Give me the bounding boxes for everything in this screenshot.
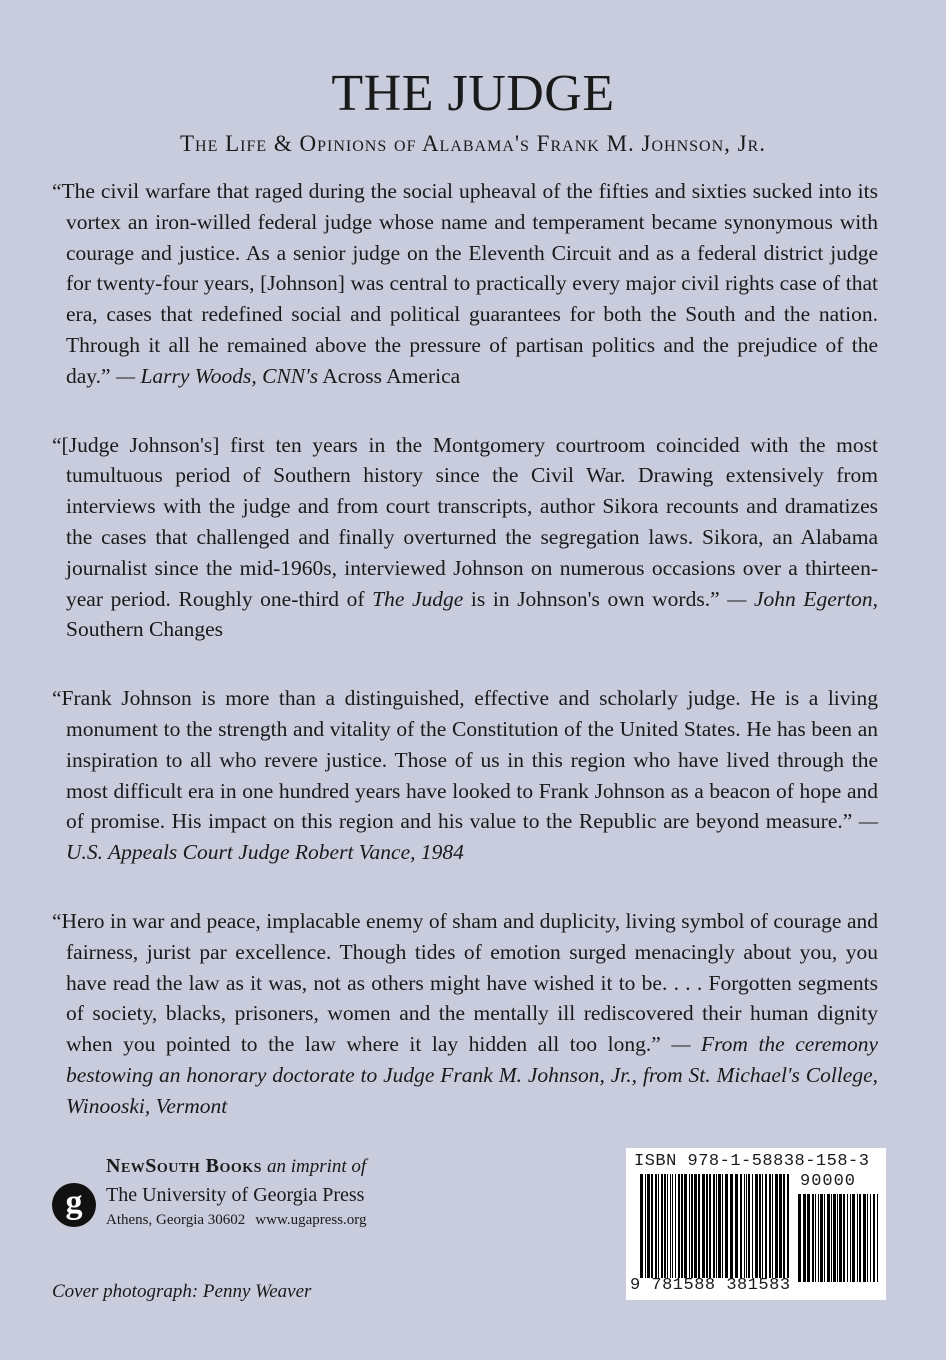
barcode-box: [626, 1148, 886, 1300]
barcode-bar: [831, 1194, 832, 1282]
ean-number: 9 781588 381583: [630, 1276, 791, 1295]
barcode-bar: [672, 1174, 673, 1278]
barcode-bar: [815, 1194, 816, 1282]
barcode-bar: [752, 1174, 753, 1278]
barcode-bar: [877, 1194, 878, 1282]
barcode-main-bars: [640, 1174, 790, 1278]
barcode-bar: [870, 1194, 871, 1282]
blurb-text: “Hero in war and peace, implacable enemy of sham and duplicity, living symbol of courage and fairness, jurist par excellence. Though tides of emotion surged menacingly about you, you have read the law as it was, not as others might have wished it to be. . . . Forgotten segments of society, blacks, prisoners, women and the mentally ill rediscovered their human dignity when you pointed to the law where it lay hidden all too long.”: [52, 908, 878, 1057]
barcode-bar: [645, 1174, 646, 1278]
blurb-egerton: [52, 430, 878, 646]
barcode-bar: [765, 1174, 767, 1278]
barcode-bar: [689, 1174, 690, 1278]
barcode-bar: [744, 1174, 745, 1278]
barcode-bar: [694, 1174, 697, 1278]
barcode-bar: [873, 1194, 875, 1282]
publisher-contact: [106, 1212, 367, 1229]
blurbs-section: [52, 176, 878, 1160]
barcode-bar: [667, 1174, 668, 1278]
barcode-bar: [640, 1174, 643, 1278]
barcode-bar: [837, 1194, 838, 1282]
blurb-text: “[Judge Johnson's] first ten years in the Montgomery courtroom coincided with the most tumultuous period of Southern history since the Civil War. Drawing extensively from interviews with the judge and from court transcripts, author Sikora recounts and dramatizes the cases that challenged and finally overturned the segregation laws. Sikora, an Alabama journalist since the mid-1960s, interviewed Johnson on numerous occasions over a thirteen-year period. Roughly one-third of: [52, 432, 878, 611]
isbn-number: ISBN 978-1-58838-158-3: [634, 1152, 870, 1171]
price-code: 90000: [800, 1172, 857, 1191]
barcode-bar: [722, 1174, 723, 1278]
barcode-bar: [651, 1174, 653, 1278]
barcode-bar: [863, 1194, 866, 1282]
book-subtitle: The Life & Opinions of Alabama's Frank M. Johnson, Jr.: [179, 131, 767, 156]
barcode-bar: [839, 1194, 842, 1282]
barcode-bar: [735, 1174, 738, 1278]
blurb-text-continued: is in Johnson's own words.”: [463, 586, 728, 611]
barcode-bar: [675, 1174, 676, 1278]
barcode-bar: [769, 1174, 771, 1278]
barcode-bar: [655, 1174, 657, 1278]
barcode-bar: [843, 1194, 845, 1282]
barcode-bar: [748, 1174, 750, 1278]
barcode-bar: [755, 1174, 758, 1278]
publisher-block: [52, 1155, 472, 1235]
barcode-bar: [850, 1194, 851, 1282]
barcode-bar: [716, 1174, 717, 1278]
barcode-bar: [779, 1174, 782, 1278]
barcode-bar: [670, 1174, 671, 1278]
barcode-bar: [678, 1174, 680, 1278]
blurb-woods: [52, 176, 878, 392]
publisher-logo-icon: g: [52, 1183, 96, 1227]
barcode-addon-bars: [798, 1194, 878, 1282]
blurb-book-title: The Judge: [372, 586, 464, 611]
barcode-bar: [725, 1174, 728, 1278]
barcode-bar: [709, 1174, 711, 1278]
barcode-bar: [859, 1194, 861, 1282]
barcode-bar: [820, 1194, 823, 1282]
barcode-bar: [661, 1174, 663, 1278]
barcode-bar: [681, 1174, 683, 1278]
barcode-bar: [706, 1174, 708, 1278]
barcode-bar: [684, 1174, 687, 1278]
barcode-bar: [740, 1174, 742, 1278]
blurb-attribution: — Larry Woods, CNN's: [115, 363, 319, 388]
blurb-source: Southern Changes: [66, 617, 224, 642]
blurb-st-michaels: [52, 906, 878, 1122]
blurb-vance: [52, 683, 878, 868]
barcode-bar: [698, 1174, 700, 1278]
barcode-bar: [702, 1174, 705, 1278]
barcode-bar: [647, 1174, 650, 1278]
barcode-bar: [759, 1174, 761, 1278]
photo-credit: Cover photograph: Penny Weaver: [52, 1281, 312, 1302]
book-title: THE JUDGE: [331, 65, 615, 122]
barcode-bar: [818, 1194, 819, 1282]
barcode-bar: [691, 1174, 693, 1278]
barcode-bar: [783, 1174, 785, 1278]
barcode-bar: [730, 1174, 733, 1278]
barcode-bar: [824, 1194, 825, 1282]
publisher-press: The University of Georgia Press: [106, 1184, 365, 1206]
barcode-bar: [746, 1174, 747, 1278]
blurb-attribution: — From the ceremony bestowing an honorary doctorate to Judge Frank M. Johnson, Jr., from St. Michael's College, Winooski, Vermont: [66, 1032, 878, 1118]
blurb-attribution: — U.S. Appeals Court Judge Robert Vance, 1984: [66, 809, 878, 865]
barcode-bar: [775, 1174, 778, 1278]
barcode-bar: [833, 1194, 836, 1282]
barcode-bar: [658, 1174, 659, 1278]
barcode-bar: [772, 1174, 773, 1278]
barcode-bar: [812, 1194, 814, 1282]
publisher-brand-line: [106, 1155, 366, 1178]
barcode-bar: [787, 1174, 789, 1278]
barcode-bar: [852, 1194, 855, 1282]
publisher-address: Athens, Georgia 30602: [106, 1212, 246, 1228]
barcode-bar: [718, 1174, 721, 1278]
barcode-bar: [847, 1194, 848, 1282]
barcode-bar: [664, 1174, 666, 1278]
blurb-text: “Frank Johnson is more than a distinguished, effective and scholarly judge. He is a living monument to the strength and vitality of the Constitution of the United States. He has been an inspiration to all who revere justice. Those of us in this region who have lived through the most difficult era in one hundred years have looked to Frank Johnson as a beacon of hope and of promise. His impact on this region and his value to the Republic are beyond measure.”: [52, 686, 878, 834]
barcode-bar: [798, 1194, 801, 1282]
barcode-bar: [762, 1174, 763, 1278]
publisher-brand: NewSouth Books: [106, 1155, 262, 1177]
publisher-url: www.ugapress.org: [255, 1212, 367, 1228]
barcode-bar: [827, 1194, 830, 1282]
blurb-text: “The civil warfare that raged during the social upheaval of the fifties and sixties sucked into its vortex an iron-willed federal judge whose name and temperament became synonymous with courage and justice. As a senior judge on the Eleventh Circuit and as a federal district judge for twenty-four years, [Johnson] was central to practically every major civil rights case of that era, cases that redefined social and political guarantees for both the South and the nation. Through it all he remained above the pressure of partisan politics and the prejudice of the day.”: [52, 179, 878, 388]
barcode-bar: [807, 1194, 810, 1282]
blurb-source: Across America: [318, 363, 461, 388]
barcode-bar: [713, 1174, 715, 1278]
barcode-bar: [803, 1194, 806, 1282]
barcode-bar: [857, 1194, 858, 1282]
barcode-bar: [867, 1194, 868, 1282]
blurb-attribution: — John Egerton,: [727, 586, 878, 611]
publisher-imprint: an imprint of: [266, 1156, 367, 1177]
